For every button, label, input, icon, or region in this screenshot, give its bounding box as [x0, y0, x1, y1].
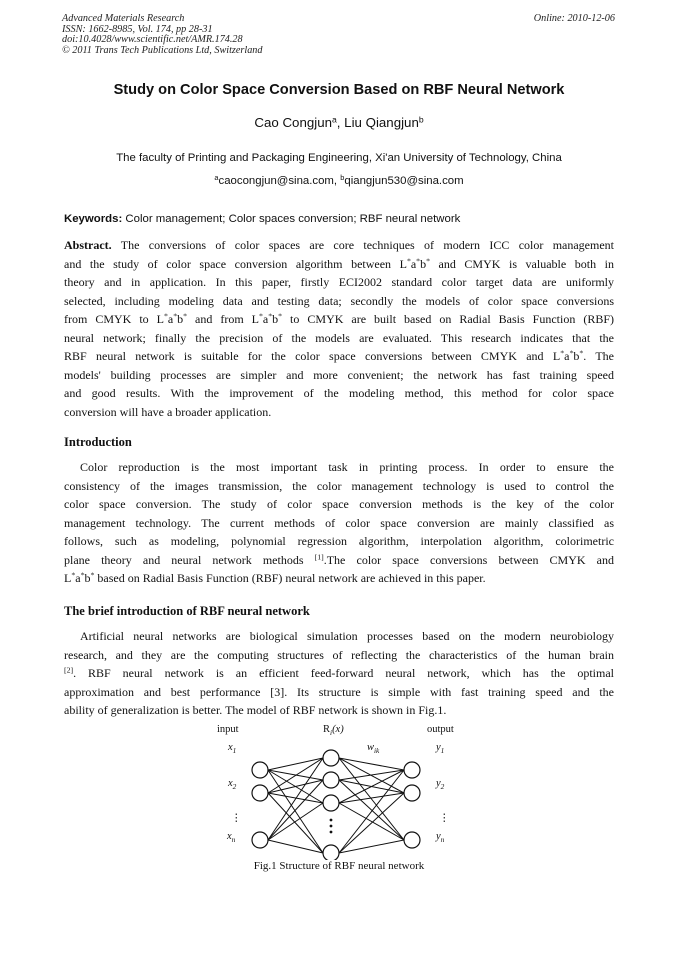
- rbf-line: approximation and best performance [3]. Its structure is simple with fast training speed and the: [64, 684, 614, 699]
- keywords: [64, 213, 460, 225]
- superscript: *: [416, 256, 421, 266]
- connection-line: [339, 758, 404, 770]
- var-w: w: [367, 742, 375, 753]
- output-node: [404, 762, 420, 778]
- var-x: x: [228, 742, 233, 753]
- output-ellipsis: ⋮: [439, 813, 450, 824]
- superscript: *: [268, 311, 273, 321]
- intro-line: Color reproduction is the most important task in printing process. In order to ensure the: [80, 460, 614, 474]
- var-x: x: [227, 831, 232, 842]
- var-sub: 2: [232, 782, 237, 792]
- abstract-text: a: [262, 312, 269, 326]
- abstract-line: theory and in application. In this paper, firstly ECI2002 standard color target data are uniformly: [64, 275, 614, 289]
- superscript: *: [259, 311, 263, 321]
- abstract-line: [64, 255, 614, 274]
- abstract-text: a: [410, 256, 417, 271]
- abstract-line: [64, 347, 614, 366]
- connection-line: [339, 758, 404, 840]
- abstract-text: a: [564, 349, 570, 363]
- abstract-line: conversion will have a broader application.: [64, 404, 272, 419]
- abstract-line: and good results. With the improvement of the modeling method, this method for color space: [64, 386, 614, 400]
- var-y: y: [436, 778, 441, 789]
- intro-text: b: [84, 571, 91, 585]
- intro-line: management technology. The current methods of color space conversion are mainly classified as: [64, 515, 614, 530]
- abstract-text: b: [177, 312, 184, 326]
- abstract-label: Abstract.: [64, 238, 112, 252]
- var-sub: 1: [440, 746, 445, 756]
- author-2-mark: b: [418, 114, 424, 125]
- var-x: x: [228, 778, 233, 789]
- intro-line: follows, such as modeling, polynomial regression algorithm, interpolation algorithm, colorimetric: [64, 534, 614, 548]
- abstract-text: a: [167, 312, 174, 326]
- connection-line: [268, 780, 323, 840]
- hidden-label-x: (x): [332, 724, 344, 735]
- connection-line: [268, 758, 323, 840]
- superscript: *: [183, 311, 188, 321]
- author-1: Cao Congjun: [254, 115, 332, 130]
- var-y: y: [436, 831, 441, 842]
- rbf-line: Artificial neural networks are biological simulation processes based on the modern neurobiology: [80, 629, 614, 643]
- abstract-text: . The: [583, 349, 614, 363]
- intro-line: [64, 569, 614, 588]
- keywords-text: Color management; Color spaces conversion; RBF neural network: [122, 213, 461, 225]
- abstract-text: b: [573, 349, 580, 363]
- paper-title: Study on Color Space Conversion Based on RBF Neural Network: [113, 82, 565, 98]
- hidden-node: [323, 845, 339, 860]
- introduction-paragraph: [64, 458, 614, 588]
- author-1-mark: a: [331, 114, 337, 125]
- abstract-text: b: [272, 312, 279, 326]
- rbf-line: [64, 664, 614, 683]
- hidden-node: [323, 795, 339, 811]
- abstract-line: models' building processes are simpler and more convenient; the network has fast training speed: [64, 367, 614, 382]
- superscript: *: [163, 311, 168, 321]
- network-diagram: [200, 720, 480, 860]
- intro-line: color space conversion. The study of color space conversion methods is the key of the color: [64, 497, 614, 511]
- var-sub: n: [440, 835, 445, 845]
- output-node: [404, 785, 420, 801]
- hidden-ellipsis-dot: [330, 831, 333, 834]
- var-sub: 1: [232, 746, 237, 756]
- abstract-text: and from L: [187, 312, 260, 326]
- input-node: [252, 785, 268, 801]
- rbf-text: . RBF neural network is an efficient feed-forward neural network, which has the optimal: [73, 666, 614, 680]
- var-sub: n: [231, 835, 236, 845]
- abstract-text: RBF neural network is suitable for the color space conversions between CMYK and L: [64, 349, 561, 363]
- citation-ref: [1]: [314, 552, 324, 562]
- journal-issn: ISSN: 1662-8985, Vol. 174, pp 28-31: [62, 23, 213, 35]
- abstract-text: to CMYK are built based on Radial Basis Function (RBF): [282, 312, 614, 326]
- abstract-line: [64, 236, 614, 255]
- abstract-text: and the study of color space conversion algorithm between L: [64, 256, 407, 271]
- var-sub: 2: [440, 782, 445, 792]
- hidden-label-r: R: [323, 724, 331, 735]
- hidden-ellipsis-dot: [330, 825, 333, 828]
- email-2-mark: b: [340, 172, 345, 182]
- online-date: Online: 2010-12-06: [533, 13, 615, 24]
- keywords-label: Keywords:: [64, 213, 123, 225]
- rbf-line: research, and they are the computing structures of reflecting the characteristics of the human brain: [64, 647, 614, 662]
- input-node: [252, 762, 268, 778]
- output-node: [404, 832, 420, 848]
- intro-text: a: [75, 571, 81, 585]
- output-layer-label: output: [427, 724, 454, 735]
- email-1: caocongjun@sina.com,: [218, 175, 341, 187]
- section-heading-introduction: Introduction: [64, 435, 132, 449]
- superscript: *: [173, 311, 178, 321]
- abstract-text: from CMYK to L: [64, 312, 164, 326]
- hidden-label-sub: i: [330, 728, 333, 738]
- input-ellipsis: ⋮: [231, 813, 242, 824]
- connection-line: [339, 803, 404, 840]
- author-separator: ,: [336, 115, 345, 130]
- input-node: [252, 832, 268, 848]
- var-y: y: [436, 742, 441, 753]
- abstract-line: selected, including modeling data and testing data; secondly the models of color space conversions: [64, 293, 614, 308]
- rbf-line: ability of generalization is better. The model of RBF network is shown in Fig.1.: [64, 703, 447, 717]
- connection-line: [268, 840, 323, 853]
- abstract-text: b: [420, 256, 427, 271]
- superscript: *: [90, 570, 95, 580]
- abstract-line: [64, 310, 614, 329]
- hidden-ellipsis-dot: [330, 819, 333, 822]
- intro-text: L: [64, 571, 72, 585]
- section-heading-rbf: The brief introduction of RBF neural network: [64, 604, 310, 618]
- affiliation: The faculty of Printing and Packaging Engineering, Xi'an University of Technology, China: [116, 152, 562, 164]
- citation-ref: [2]: [64, 665, 74, 675]
- superscript: *: [426, 256, 430, 266]
- author-line: [0, 115, 678, 130]
- connection-line: [268, 803, 323, 840]
- journal-doi: doi:10.4028/www.scientific.net/AMR.174.28: [62, 34, 243, 45]
- connection-line: [268, 758, 323, 770]
- superscript: *: [406, 256, 411, 266]
- intro-line: [64, 551, 614, 570]
- input-layer-label: input: [217, 724, 239, 735]
- journal-header: [62, 14, 615, 56]
- intro-text: based on Radial Basis Function (RBF) neural network are achieved in this paper.: [94, 571, 486, 585]
- abstract-line: neural network; finally the precision of the models are evaluated. This research indicates that the: [64, 330, 614, 345]
- superscript: *: [560, 348, 565, 358]
- var-sub: ik: [374, 746, 380, 756]
- journal-name: Advanced Materials Research: [62, 13, 185, 24]
- email-2: qiangjun530@sina.com: [344, 175, 464, 187]
- superscript: *: [569, 348, 574, 358]
- hidden-node: [323, 750, 339, 766]
- superscript: *: [71, 570, 76, 580]
- rbf-network-figure: [200, 720, 480, 880]
- intro-text: .The color space conversions between CMYK and: [323, 552, 614, 567]
- connection-line: [339, 780, 404, 840]
- hidden-node: [323, 772, 339, 788]
- rbf-paragraph: [64, 627, 614, 720]
- author-2: Liu Qiangjun: [344, 115, 419, 130]
- connection-line: [339, 840, 404, 853]
- email-line: [0, 172, 678, 187]
- abstract-text: and CMYK is valuable both in: [429, 256, 614, 271]
- superscript: *: [80, 570, 85, 580]
- superscript: *: [579, 348, 584, 358]
- email-1-mark: a: [214, 172, 219, 182]
- figure-caption: Fig.1 Structure of RBF neural network: [253, 860, 425, 872]
- superscript: *: [278, 311, 283, 321]
- journal-copyright: © 2011 Trans Tech Publications Ltd, Switzerland: [62, 44, 263, 56]
- intro-text: plane theory and neural network methods: [64, 552, 315, 567]
- abstract-text: The conversions of color spaces are core techniques of modern ICC color management: [111, 238, 614, 252]
- intro-line: consistency of the images transmission, the color management technology is used to control the: [64, 478, 614, 493]
- abstract: [64, 236, 614, 421]
